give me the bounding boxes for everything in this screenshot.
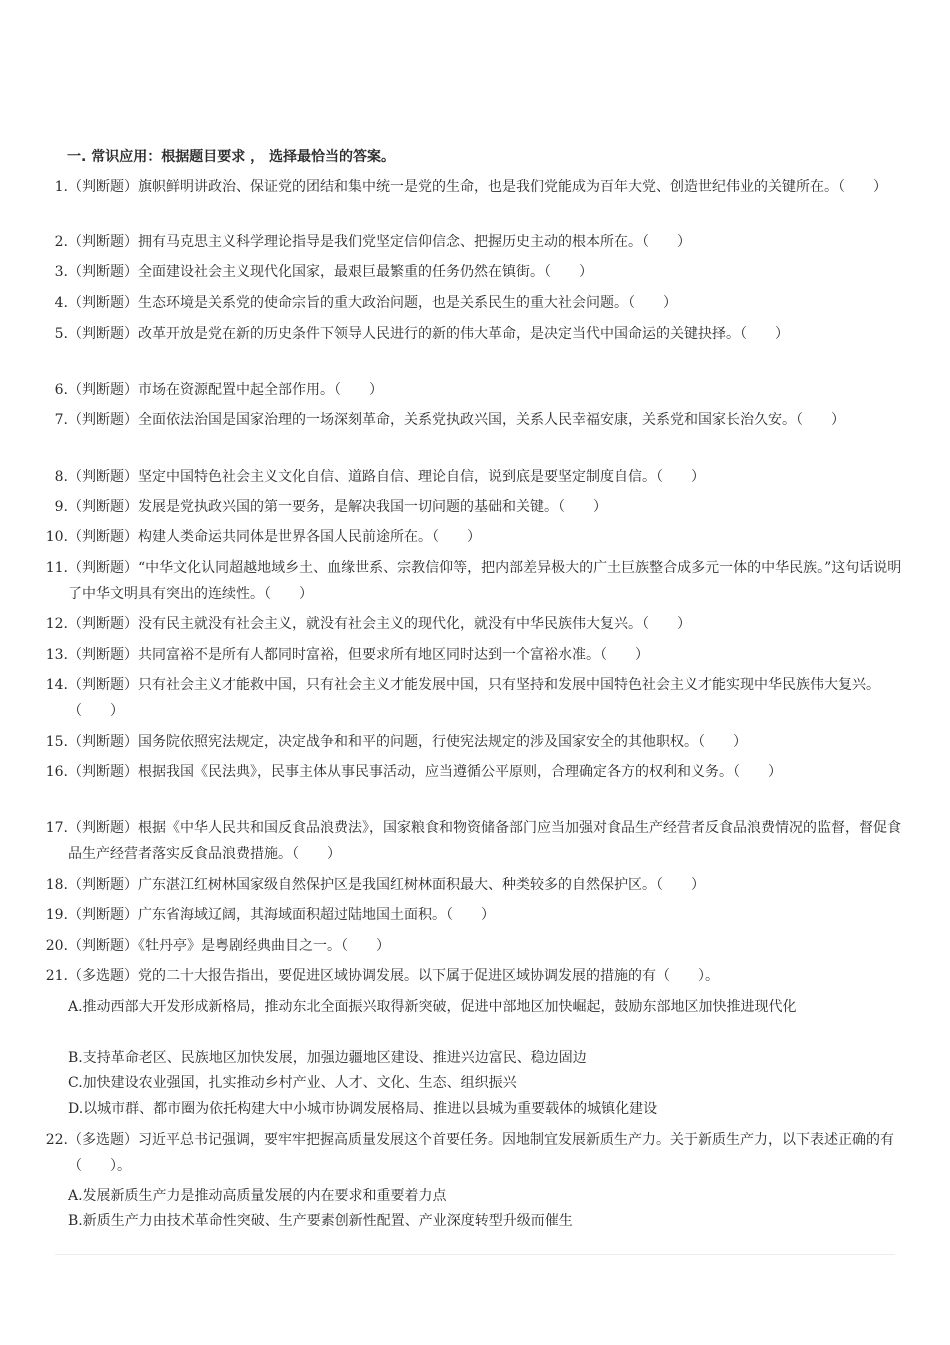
question-number: 8. — [54, 469, 68, 485]
question-4 — [43, 290, 908, 316]
question-10 — [43, 524, 908, 550]
q21-option-a: A.推动西部大开发形成新格局，推动东北全面振兴取得新突破，促进中部地区加快崛起，鼓励东部地区加快推进现代化 — [68, 999, 797, 1015]
question-text: （判断题）没有民主就没有社会主义，就没有社会主义的现代化，就没有中华民族伟大复兴。（ ） — [68, 616, 691, 632]
question-text: （判断题）构建人类命运共同体是世界各国人民前途所在。（ ） — [68, 529, 481, 545]
question-number: 21. — [45, 968, 68, 984]
question-number: 19. — [45, 907, 68, 923]
question-20 — [43, 933, 908, 959]
question-text: （判断题）全面建设社会主义现代化国家，最艰巨最繁重的任务仍然在镇街。（ ） — [68, 264, 593, 280]
question-number: 10. — [45, 529, 68, 545]
question-11 — [43, 555, 908, 607]
question-text: （判断题）坚定中国特色社会主义文化自信、道路自信、理论自信，说到底是要坚定制度自信。（ ） — [68, 469, 705, 485]
question-18 — [43, 872, 908, 898]
question-9 — [43, 494, 908, 520]
question-text: （判断题）《牡丹亭》是粤剧经典曲目之一。（ ） — [68, 938, 390, 954]
question-text: （判断题）广东省海域辽阔，其海域面积超过陆地国土面积。（ ） — [68, 907, 495, 923]
question-1 — [43, 174, 908, 200]
question-number: 5. — [54, 326, 68, 342]
question-number: 14. — [45, 677, 68, 693]
question-22 — [43, 1127, 908, 1179]
question-2 — [43, 229, 908, 255]
question-14 — [43, 672, 908, 724]
question-number: 22. — [45, 1132, 68, 1148]
q22-option-b: B.新质生产力由技术革命性突破、生产要素创新性配置、产业深度转型升级而催生 — [68, 1213, 573, 1229]
q21-option-c: C.加快建设农业强国，扎实推动乡村产业、人才、文化、生态、组织振兴 — [68, 1075, 517, 1091]
question-text: （判断题）根据我国《民法典》，民事主体从事民事活动，应当遵循公平原则，合理确定各方的权利和义务。（ ） — [68, 764, 782, 780]
question-21 — [43, 963, 908, 989]
question-text: （判断题）只有社会主义才能救中国，只有社会主义才能发展中国，只有坚持和发展中国特色社会主义才能实现中华民族伟大复兴。（ ） — [68, 677, 880, 719]
question-6 — [43, 377, 908, 403]
question-number: 6. — [54, 382, 68, 398]
question-number: 13. — [45, 647, 68, 663]
question-number: 16. — [45, 764, 68, 780]
q21-option-d: D.以城市群、都市圈为依托构建大中小城市协调发展格局、推进以县城为重要载体的城镇化建设 — [68, 1101, 658, 1117]
question-text: （多选题）习近平总书记强调，要牢牢把握高质量发展这个首要任务。因地制宜发展新质生产力。关于新质生产力，以下表述正确的有（ ）。 — [68, 1132, 894, 1174]
question-text: （判断题）发展是党执政兴国的第一要务，是解决我国一切问题的基础和关键。（ ） — [68, 499, 607, 515]
question-13 — [43, 642, 908, 668]
question-19 — [43, 902, 908, 928]
question-7 — [43, 407, 908, 433]
question-5 — [43, 321, 908, 347]
question-number: 17. — [45, 820, 68, 836]
question-text: （判断题）全面依法治国是国家治理的一场深刻革命，关系党执政兴国，关系人民幸福安康，关系党和国家长治久安。（ ） — [68, 412, 845, 428]
question-text: （判断题）生态环境是关系党的使命宗旨的重大政治问题，也是关系民生的重大社会问题。（ ） — [68, 295, 677, 311]
question-17 — [43, 815, 908, 867]
page-divider — [55, 1254, 895, 1255]
question-text: （判断题）改革开放是党在新的历史条件下领导人民进行的新的伟大革命，是决定当代中国命运的关键抉择。（ ） — [68, 326, 789, 342]
q21-option-b: B.支持革命老区、民族地区加快发展，加强边疆地区建设、推进兴边富民、稳边固边 — [68, 1050, 587, 1066]
question-number: 12. — [45, 616, 68, 632]
question-16 — [43, 759, 908, 785]
question-text: （判断题）旗帜鲜明讲政治、保证党的团结和集中统一是党的生命，也是我们党能成为百年大党、创造世纪伟业的关键所在。（ ） — [68, 179, 887, 195]
question-text: （判断题）拥有马克思主义科学理论指导是我们党坚定信仰信念、把握历史主动的根本所在。（ ） — [68, 234, 691, 250]
question-number: 1. — [54, 179, 68, 195]
question-text: （判断题）根据《中华人民共和国反食品浪费法》，国家粮食和物资储备部门应当加强对食品生产经营者反食品浪费情况的监督，督促食品生产经营者落实反食品浪费措施。（ ） — [68, 820, 901, 862]
question-text: （判断题）国务院依照宪法规定，决定战争和和平的问题，行使宪法规定的涉及国家安全的其他职权。（ ） — [68, 734, 747, 750]
question-3 — [43, 259, 908, 285]
q22-option-a: A.发展新质生产力是推动高质量发展的内在要求和重要着力点 — [68, 1188, 447, 1204]
question-number: 3. — [54, 264, 68, 280]
question-number: 9. — [54, 499, 68, 515]
question-15 — [43, 729, 908, 755]
question-8 — [43, 464, 908, 490]
section-title: 一. 常识应用：根据题目要求 ， 选择最恰当的答案。 — [67, 149, 395, 165]
question-number: 2. — [54, 234, 68, 250]
question-number: 15. — [45, 734, 68, 750]
question-number: 7. — [54, 412, 68, 428]
question-number: 4. — [54, 295, 68, 311]
question-text: （判断题）广东湛江红树林国家级自然保护区是我国红树林面积最大、种类较多的自然保护区。（ ） — [68, 877, 705, 893]
question-text: （判断题）“中华文化认同超越地域乡土、血缘世系、宗教信仰等，把内部差异极大的广土巨族整合成多元一体的中华民族。”这句话说明了中华文明具有突出的连续性。（ ） — [68, 560, 902, 602]
question-number: 18. — [45, 877, 68, 893]
question-number: 20. — [45, 938, 68, 954]
question-12 — [43, 611, 908, 637]
question-text: （多选题）党的二十大报告指出，要促进区域协调发展。以下属于促进区域协调发展的措施的有（ ）。 — [68, 968, 719, 984]
question-text: （判断题）共同富裕不是所有人都同时富裕，但要求所有地区同时达到一个富裕水准。（ ） — [68, 647, 649, 663]
question-number: 11. — [45, 560, 68, 576]
question-text: （判断题）市场在资源配置中起全部作用。（ ） — [68, 382, 383, 398]
